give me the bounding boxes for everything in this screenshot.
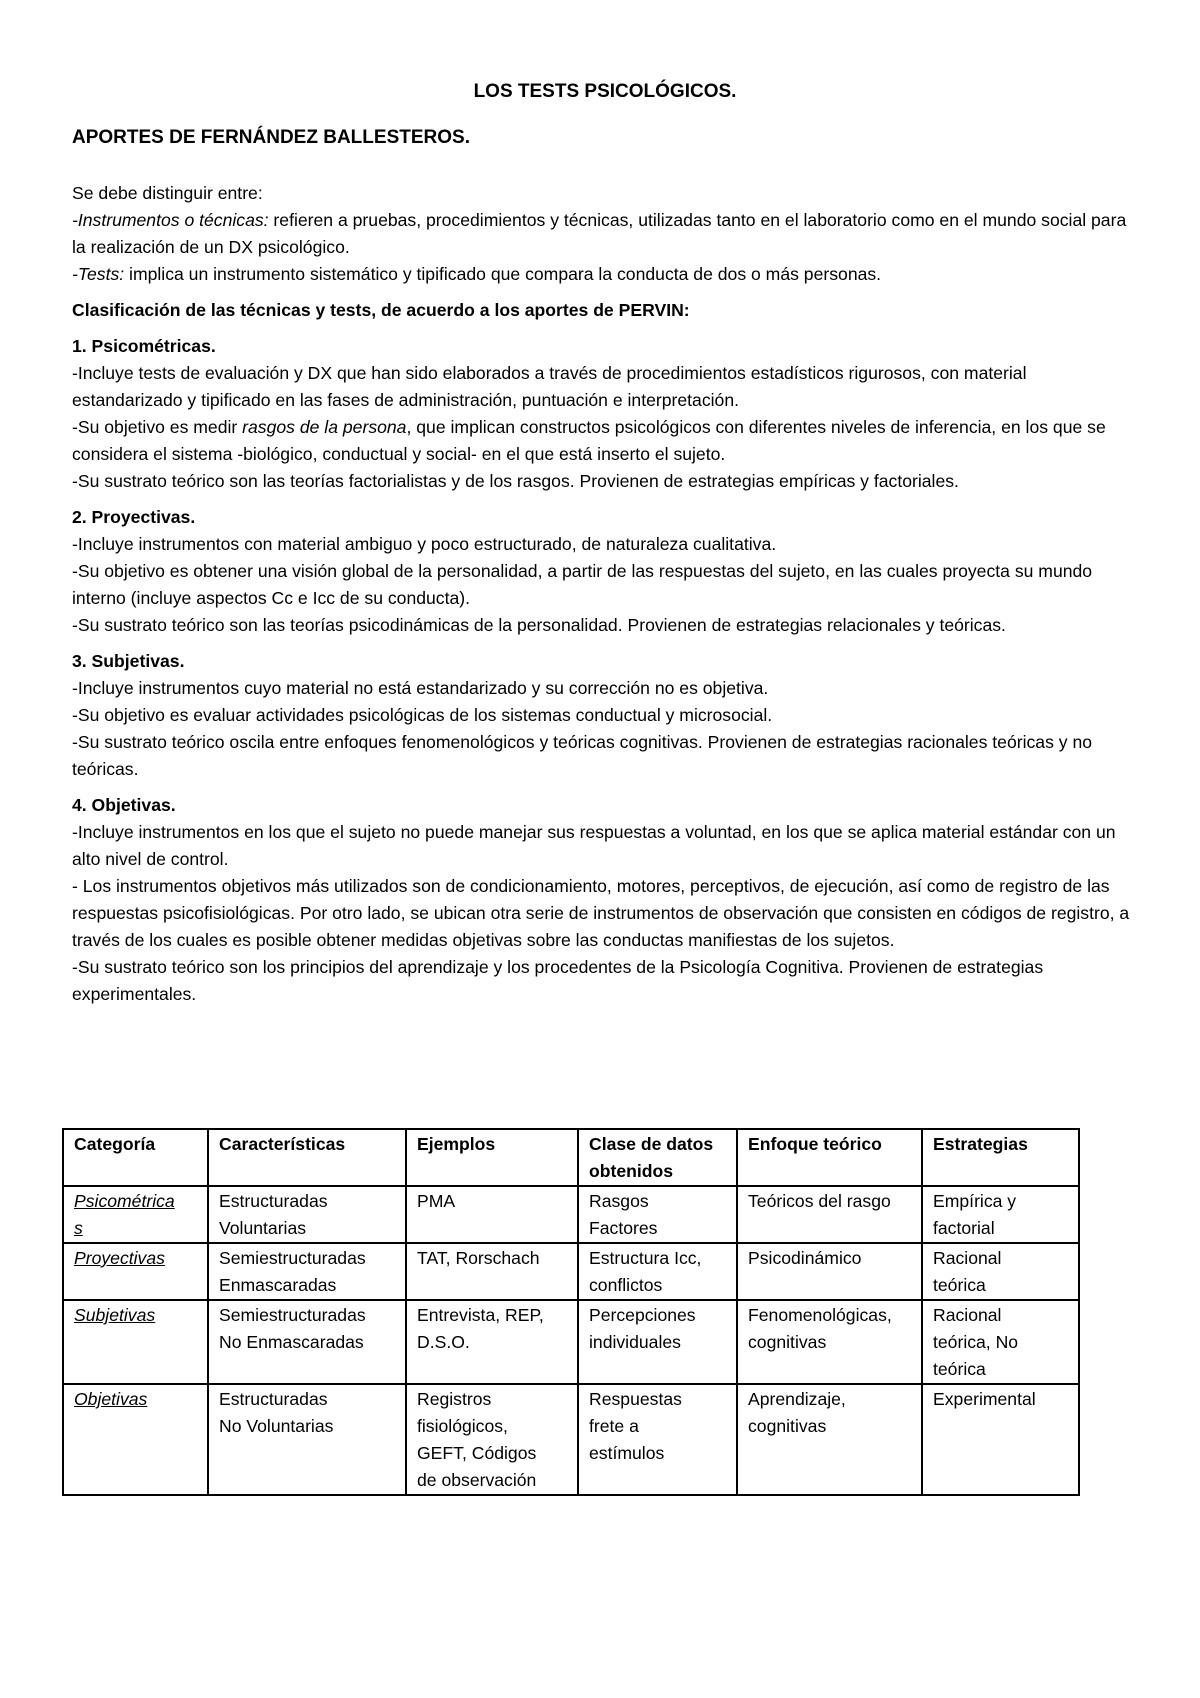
cell-line: Experimental: [933, 1389, 1036, 1409]
cell-line: estímulos: [589, 1443, 665, 1463]
table-cell: [737, 1384, 922, 1495]
cell-line: Empírica y: [933, 1191, 1017, 1211]
section-heading-objetivas: 4. Objetivas.: [72, 795, 176, 815]
header-estrategias: Estrategias: [922, 1129, 1079, 1186]
table-cell-category: [63, 1243, 208, 1300]
cell-line: No Voluntarias: [219, 1416, 334, 1436]
section-heading-proyectivas: 2. Proyectivas.: [72, 507, 196, 527]
table-cell-category: [63, 1300, 208, 1384]
table-row: [63, 1243, 1079, 1300]
cell-line: Objetivas: [74, 1389, 148, 1409]
cell-line: fisiológicos,: [417, 1416, 508, 1436]
cell-line: cognitivas: [748, 1416, 827, 1436]
table-cell: [406, 1300, 578, 1384]
cell-line: Enmascaradas: [219, 1275, 337, 1295]
intro-item2-text: implica un instrumento sistemático y tipificado que compara la conducta de dos o más personas.: [124, 264, 882, 284]
section-line: - Los instrumentos objetivos más utilizados son de condicionamiento, motores, perceptivos, de ejecución, así como de registro de las respuestas psicofisiológicas. Por otro lado, se ubican otra serie de instrumentos de observación que consisten en códigos de registro, a través de los cuales es posible obtener medidas objetivas sobre las conductas manifiestas de los sujetos.: [72, 876, 1130, 950]
table-cell: [922, 1384, 1079, 1495]
objective-pre: -Su objetivo es medir: [72, 417, 243, 437]
table-cell: [578, 1186, 737, 1243]
header-enfoque: Enfoque teórico: [737, 1129, 922, 1186]
table-cell: [922, 1186, 1079, 1243]
cell-line: Voluntarias: [219, 1218, 307, 1238]
cell-line: No Enmascaradas: [219, 1332, 364, 1352]
cell-line: Proyectivas: [74, 1248, 165, 1268]
table-cell: [208, 1186, 406, 1243]
table-row: [63, 1186, 1079, 1243]
section-line-objective: [72, 414, 1138, 468]
header-caracteristicas: Características: [208, 1129, 406, 1186]
cell-line: TAT, Rorschach: [417, 1248, 540, 1268]
table-row: [63, 1384, 1079, 1495]
cell-line: PMA: [417, 1191, 456, 1211]
section-line: -Incluye instrumentos en los que el sujeto no puede manejar sus respuestas a voluntad, en los que se aplica material estándar con un alto nivel de control.: [72, 822, 1116, 869]
cell-line: Rasgos: [589, 1191, 649, 1211]
section-line: -Incluye tests de evaluación y DX que han sido elaborados a través de procedimientos estadísticos rigurosos, con material estandarizado y tipificado en las fases de administración, puntuación e interpretación.: [72, 363, 1027, 410]
cell-line: teórica: [933, 1359, 986, 1379]
table-row: [63, 1300, 1079, 1384]
cell-line: de observación: [417, 1470, 537, 1490]
cell-line: conflictos: [589, 1275, 663, 1295]
table-cell: [208, 1243, 406, 1300]
cell-line: Aprendizaje,: [748, 1389, 846, 1409]
table-cell: [922, 1243, 1079, 1300]
term-tests: -Tests:: [72, 264, 125, 284]
section-line: -Su sustrato teórico son las teorías factorialistas y de los rasgos. Provienen de estrategias empíricas y factoriales.: [72, 471, 959, 491]
table-cell: [578, 1243, 737, 1300]
section-heading-psicometricas: 1. Psicométricas.: [72, 336, 216, 356]
cell-line: Factores: [589, 1218, 658, 1238]
document-title: LOS TESTS PSICOLÓGICOS.: [473, 81, 737, 102]
classification-heading: Clasificación de las técnicas y tests, de acuerdo a los aportes de PERVIN:: [72, 300, 690, 320]
table-cell: [406, 1243, 578, 1300]
cell-line: Estructura Icc,: [589, 1248, 702, 1268]
section-line: -Su sustrato teórico oscila entre enfoques fenomenológicos y teóricas cognitivas. Provienen de estrategias racionales teóricas y no teóricas.: [72, 732, 1093, 779]
table-header-row: [63, 1129, 1079, 1186]
cell-line: GEFT, Códigos: [417, 1443, 537, 1463]
objective-emphasis: rasgos de la persona: [242, 417, 407, 437]
cell-line: cognitivas: [748, 1332, 827, 1352]
cell-line: s: [74, 1218, 83, 1238]
header-ejemplos: Ejemplos: [406, 1129, 578, 1186]
document-subtitle: APORTES DE FERNÁNDEZ BALLESTEROS.: [72, 127, 470, 148]
cell-line: Semiestructuradas: [219, 1305, 366, 1325]
cell-line: teórica: [933, 1275, 986, 1295]
cell-line: Respuestas: [589, 1389, 682, 1409]
cell-line: Fenomenológicas,: [748, 1305, 892, 1325]
table-cell: [737, 1186, 922, 1243]
intro-item-instrumentos: [72, 207, 1138, 261]
table-cell: [578, 1384, 737, 1495]
cell-line: Psicométrica: [74, 1191, 175, 1211]
table-cell: [208, 1300, 406, 1384]
cell-line: D.S.O.: [417, 1332, 470, 1352]
section-line: -Su sustrato teórico son los principios del aprendizaje y los procedentes de la Psicología Cognitiva. Provienen de estrategias experimentales.: [72, 957, 1044, 1004]
cell-line: Racional: [933, 1305, 1002, 1325]
cell-line: Entrevista, REP,: [417, 1305, 544, 1325]
table-cell-category: [63, 1186, 208, 1243]
table-cell: [578, 1300, 737, 1384]
term-instrumentos: -Instrumentos o técnicas:: [72, 210, 269, 230]
cell-line: Psicodinámico: [748, 1248, 862, 1268]
section-line: -Su objetivo es obtener una visión global de la personalidad, a partir de las respuestas del sujeto, en las cuales proyecta su mundo interno (incluye aspectos Cc e Icc de su conducta).: [72, 561, 1093, 608]
table-cell: [922, 1300, 1079, 1384]
table-body: [63, 1186, 1079, 1495]
cell-line: Estructuradas: [219, 1191, 328, 1211]
header-clase-datos: Clase de datos obtenidos: [578, 1129, 737, 1186]
section-line: -Incluye instrumentos con material ambiguo y poco estructurado, de naturaleza cualitativa.: [72, 534, 777, 554]
intro-item-tests: [72, 261, 1138, 288]
cell-line: frete a: [589, 1416, 639, 1436]
section-line: -Incluye instrumentos cuyo material no está estandarizado y su corrección no es objetiva.: [72, 678, 769, 698]
document-body: [72, 180, 1138, 1008]
table-cell: [406, 1384, 578, 1495]
cell-line: Registros: [417, 1389, 492, 1409]
cell-line: Teóricos del rasgo: [748, 1191, 891, 1211]
intro-lead: Se debe distinguir entre:: [72, 183, 263, 203]
cell-line: Percepciones: [589, 1305, 696, 1325]
table-cell: [737, 1300, 922, 1384]
cell-line: individuales: [589, 1332, 681, 1352]
section-heading-subjetivas: 3. Subjetivas.: [72, 651, 185, 671]
cell-line: Subjetivas: [74, 1305, 156, 1325]
cell-line: Racional: [933, 1248, 1002, 1268]
intro-item1-text: refieren a pruebas, procedimientos y técnicas, utilizadas tanto en el laboratorio como en el mundo social para la realización de un DX psicológico.: [72, 210, 1127, 257]
cell-line: factorial: [933, 1218, 995, 1238]
table-cell-category: [63, 1384, 208, 1495]
section-line: -Su sustrato teórico son las teorías psicodinámicas de la personalidad. Provienen de estrategias relacionales y teóricas.: [72, 615, 1006, 635]
table-cell: [737, 1243, 922, 1300]
objective-post: , que implican constructos psicológicos con diferentes niveles de inferencia, en los que se considera el sistema -biológico, conductual y social- en el que está inserto el sujeto.: [72, 417, 1106, 464]
classification-table: [62, 1128, 1080, 1496]
cell-line: Estructuradas: [219, 1389, 328, 1409]
cell-line: Semiestructuradas: [219, 1248, 366, 1268]
table-cell: [406, 1186, 578, 1243]
table-cell: [208, 1384, 406, 1495]
section-line: -Su objetivo es evaluar actividades psicológicas de los sistemas conductual y microsocial.: [72, 705, 773, 725]
cell-line: teórica, No: [933, 1332, 1019, 1352]
header-categoria: Categoría: [63, 1129, 208, 1186]
